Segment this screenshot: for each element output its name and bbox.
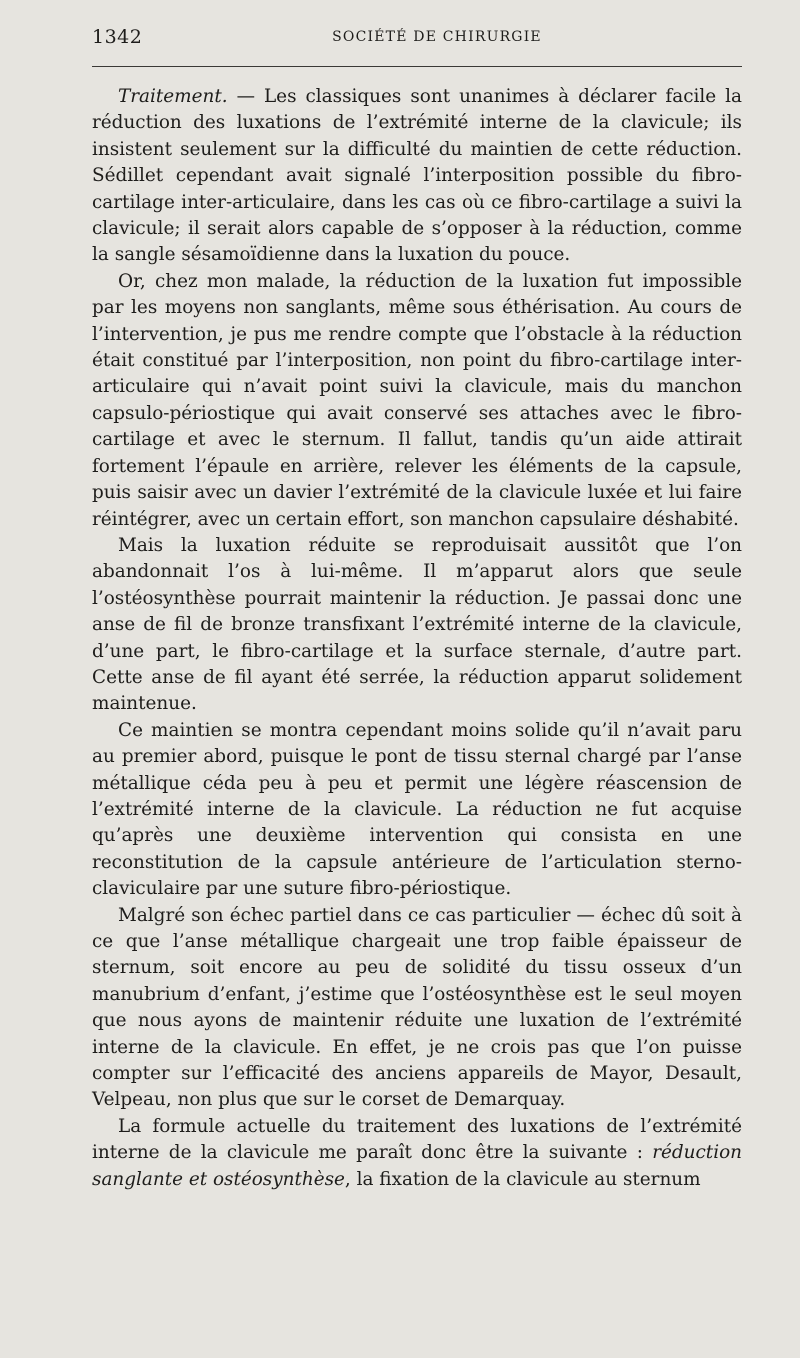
- section-lead: Traitement.: [118, 86, 228, 107]
- body-text: [92, 84, 742, 1193]
- paragraph-4: Ce maintien se montra cependant moins solide qu’il n’avait paru au premier abord, puisque le pont de tissu sternal chargé par l’anse métallique céda peu à peu et permit une légère réascension de l’extrémité interne de la clavicule. La réduction ne fut acquise qu’après une deuxième intervention qui consista en une reconstitution de la capsule antérieure de l’articulation sterno-claviculaire par une suture fibro-périostique.: [92, 719, 742, 900]
- page-number: 1342: [92, 26, 143, 48]
- paragraph-6-text: La formule actuelle du traitement des luxations de l’extrémité interne de la clavicule me paraît donc être la suivante :: [92, 1115, 742, 1164]
- paragraph-6-italic: réduction sanglante et ostéosynthèse: [92, 1142, 742, 1190]
- paragraph-5: Malgré son échec partiel dans ce cas particulier — échec dû soit à ce que l’anse métallique chargeait une trop faible épaisseur de sternum, soit encore au peu de solidité du tissu osseux d’un manubrium d’enfant, j’estime que l’ostéosynthèse est le seul moyen que nous ayons de maintenir réduite une luxation de l’extrémité interne de la clavicule. En effet, je ne crois pas que l’on puisse compter sur l’efficacité des anciens appareils de Mayor, Desault, Velpeau, non plus que sur le corset de Demarquay.: [92, 904, 742, 1111]
- paragraph-6-tail: , la fixation de la clavicule au sternum: [344, 1168, 701, 1190]
- paragraph-1-text: — Les classiques sont unanimes à déclarer facile la réduction des luxations de l’extrémité interne de la clavicule; ils insistent seulement sur la difficulté du maintien de cette réduction. Sédillet cependant avait signalé l’interposition possible du fibro-cartilage inter-articulaire, dans les cas où ce fibro-cartilage a suivi la clavicule; il serait alors capable de s’opposer à la réduction, comme la sangle sésamoïdienne dans la luxation du pouce.: [92, 86, 742, 266]
- paragraph-6: [92, 1114, 742, 1193]
- header-rule: [92, 66, 742, 67]
- running-header: [92, 26, 742, 50]
- paragraph-3: Mais la luxation réduite se reproduisait aussitôt que l’on abandonnait l’os à lui-même. Il m’apparut alors que seule l’ostéosynthèse pourrait maintenir la réduction. Je passai donc une anse de fil de bronze transfixant l’extrémité interne de la clavicule, d’une part, le fibro-cartilage et la surface sternale, d’autre part. Cette anse de fil ayant été serrée, la réduction apparut solidement maintenue.: [92, 534, 742, 715]
- paragraph-1: [92, 84, 742, 269]
- journal-title: SOCIÉTÉ DE CHIRURGIE: [332, 29, 542, 45]
- paragraph-2: Or, chez mon malade, la réduction de la luxation fut impossible par les moyens non sanglants, même sous éthérisation. Au cours de l’intervention, je pus me rendre compte que l’obstacle à la réduction était constitué par l’interposition, non point du fibro-cartilage inter-articulaire qui n’avait point suivi la clavicule, mais du manchon capsulo-périostique qui avait conservé ses attaches avec le fibro-cartilage et avec le sternum. Il fallut, tandis qu’un aide attirait fortement l’épaule en arrière, relever les éléments de la capsule, puis saisir avec un davier l’extrémité de la clavicule luxée et lui faire réintégrer, avec un certain effort, son manchon capsulaire déshabité.: [92, 270, 742, 530]
